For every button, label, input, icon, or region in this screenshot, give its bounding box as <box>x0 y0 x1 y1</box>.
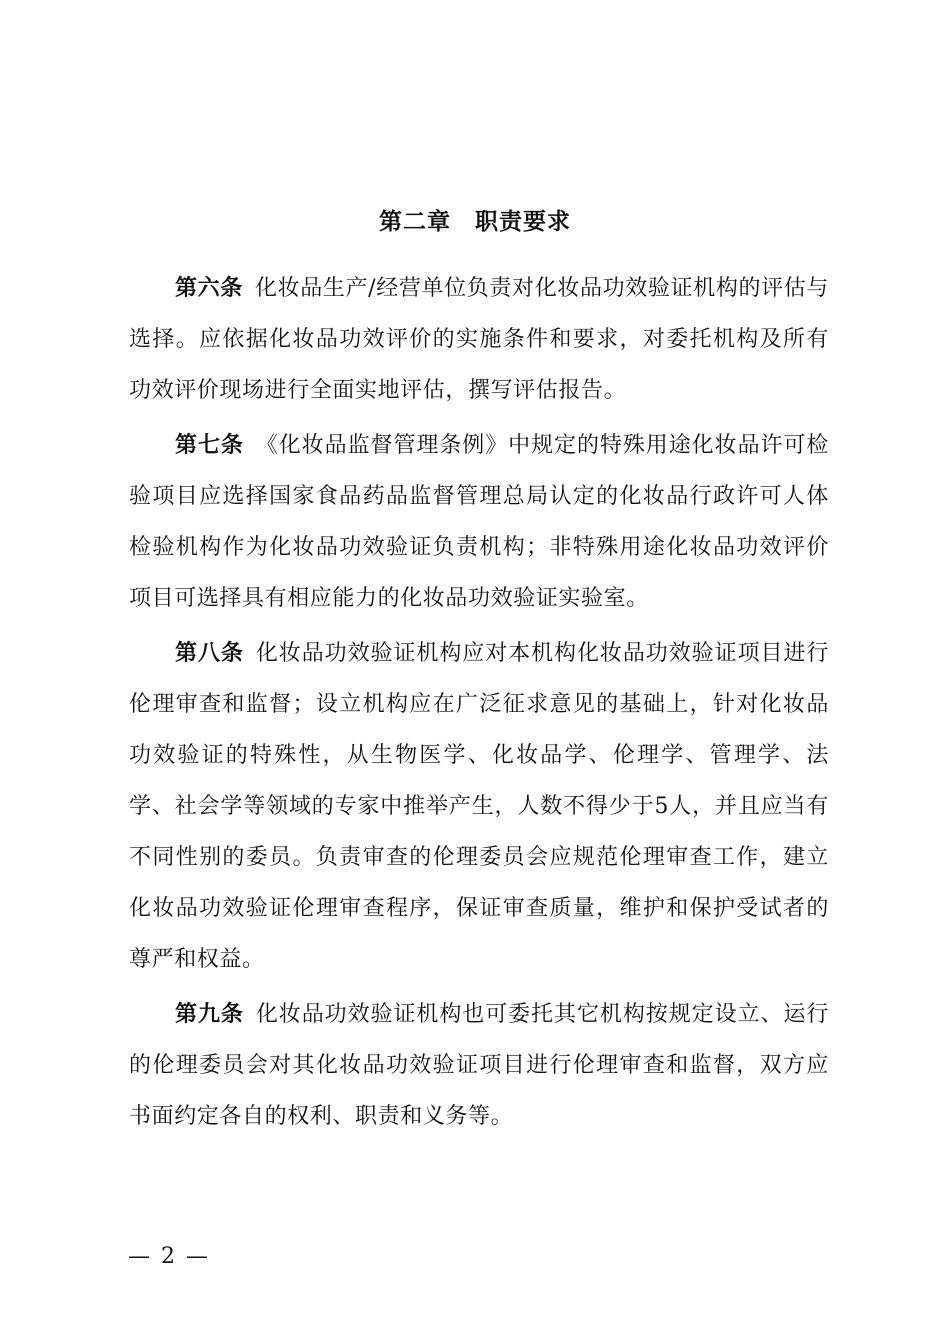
article-9 <box>129 989 829 1142</box>
article-8 <box>129 628 829 985</box>
document-body <box>129 263 829 1146</box>
chapter-title: 第二章 职责要求 <box>379 209 571 235</box>
article-label: 第九条 <box>175 1002 244 1027</box>
article-text: 化妆品功效验证机构应对本机构化妆品功效验证项目进行伦理审查和监督；设立机构应在广泛征求意见的基础上，针对化妆品功效验证的特殊性，从生物医学、化妆品学、伦理学、管理学、法学、社会学等领域的专家中推举产生，人数不得少于5人，并且应当有不同性别的委员。负责审查的伦理委员会应规范伦理审查工作，建立化妆品功效验证伦理审查程序，保证审查质量，维护和保护受试者的尊严和权益。 <box>129 641 829 972</box>
article-label: 第八条 <box>175 641 244 666</box>
article-text: 化妆品功效验证机构也可委托其它机构按规定设立、运行的伦理委员会对其化妆品功效验证项目进行伦理审查和监督，双方应书面约定各自的权利、职责和义务等。 <box>129 1002 829 1129</box>
article-7 <box>129 420 829 624</box>
page-number: — 2 — <box>128 1244 210 1269</box>
article-text: 化妆品生产/经营单位负责对化妆品功效验证机构的评估与选择。应依据化妆品功效评价的实施条件和要求，对委托机构及所有功效评价现场进行全面实地评估，撰写评估报告。 <box>129 276 829 403</box>
article-text: 《化妆品监督管理条例》中规定的特殊用途化妆品许可检验项目应选择国家食品药品监督管理总局认定的化妆品行政许可人体检验机构作为化妆品功效验证负责机构；非特殊用途化妆品功效评价项目可选择具有相应能力的化妆品功效验证实验室。 <box>129 433 829 611</box>
article-label: 第六条 <box>175 276 243 301</box>
article-6 <box>129 263 829 416</box>
article-label: 第七条 <box>175 433 244 458</box>
